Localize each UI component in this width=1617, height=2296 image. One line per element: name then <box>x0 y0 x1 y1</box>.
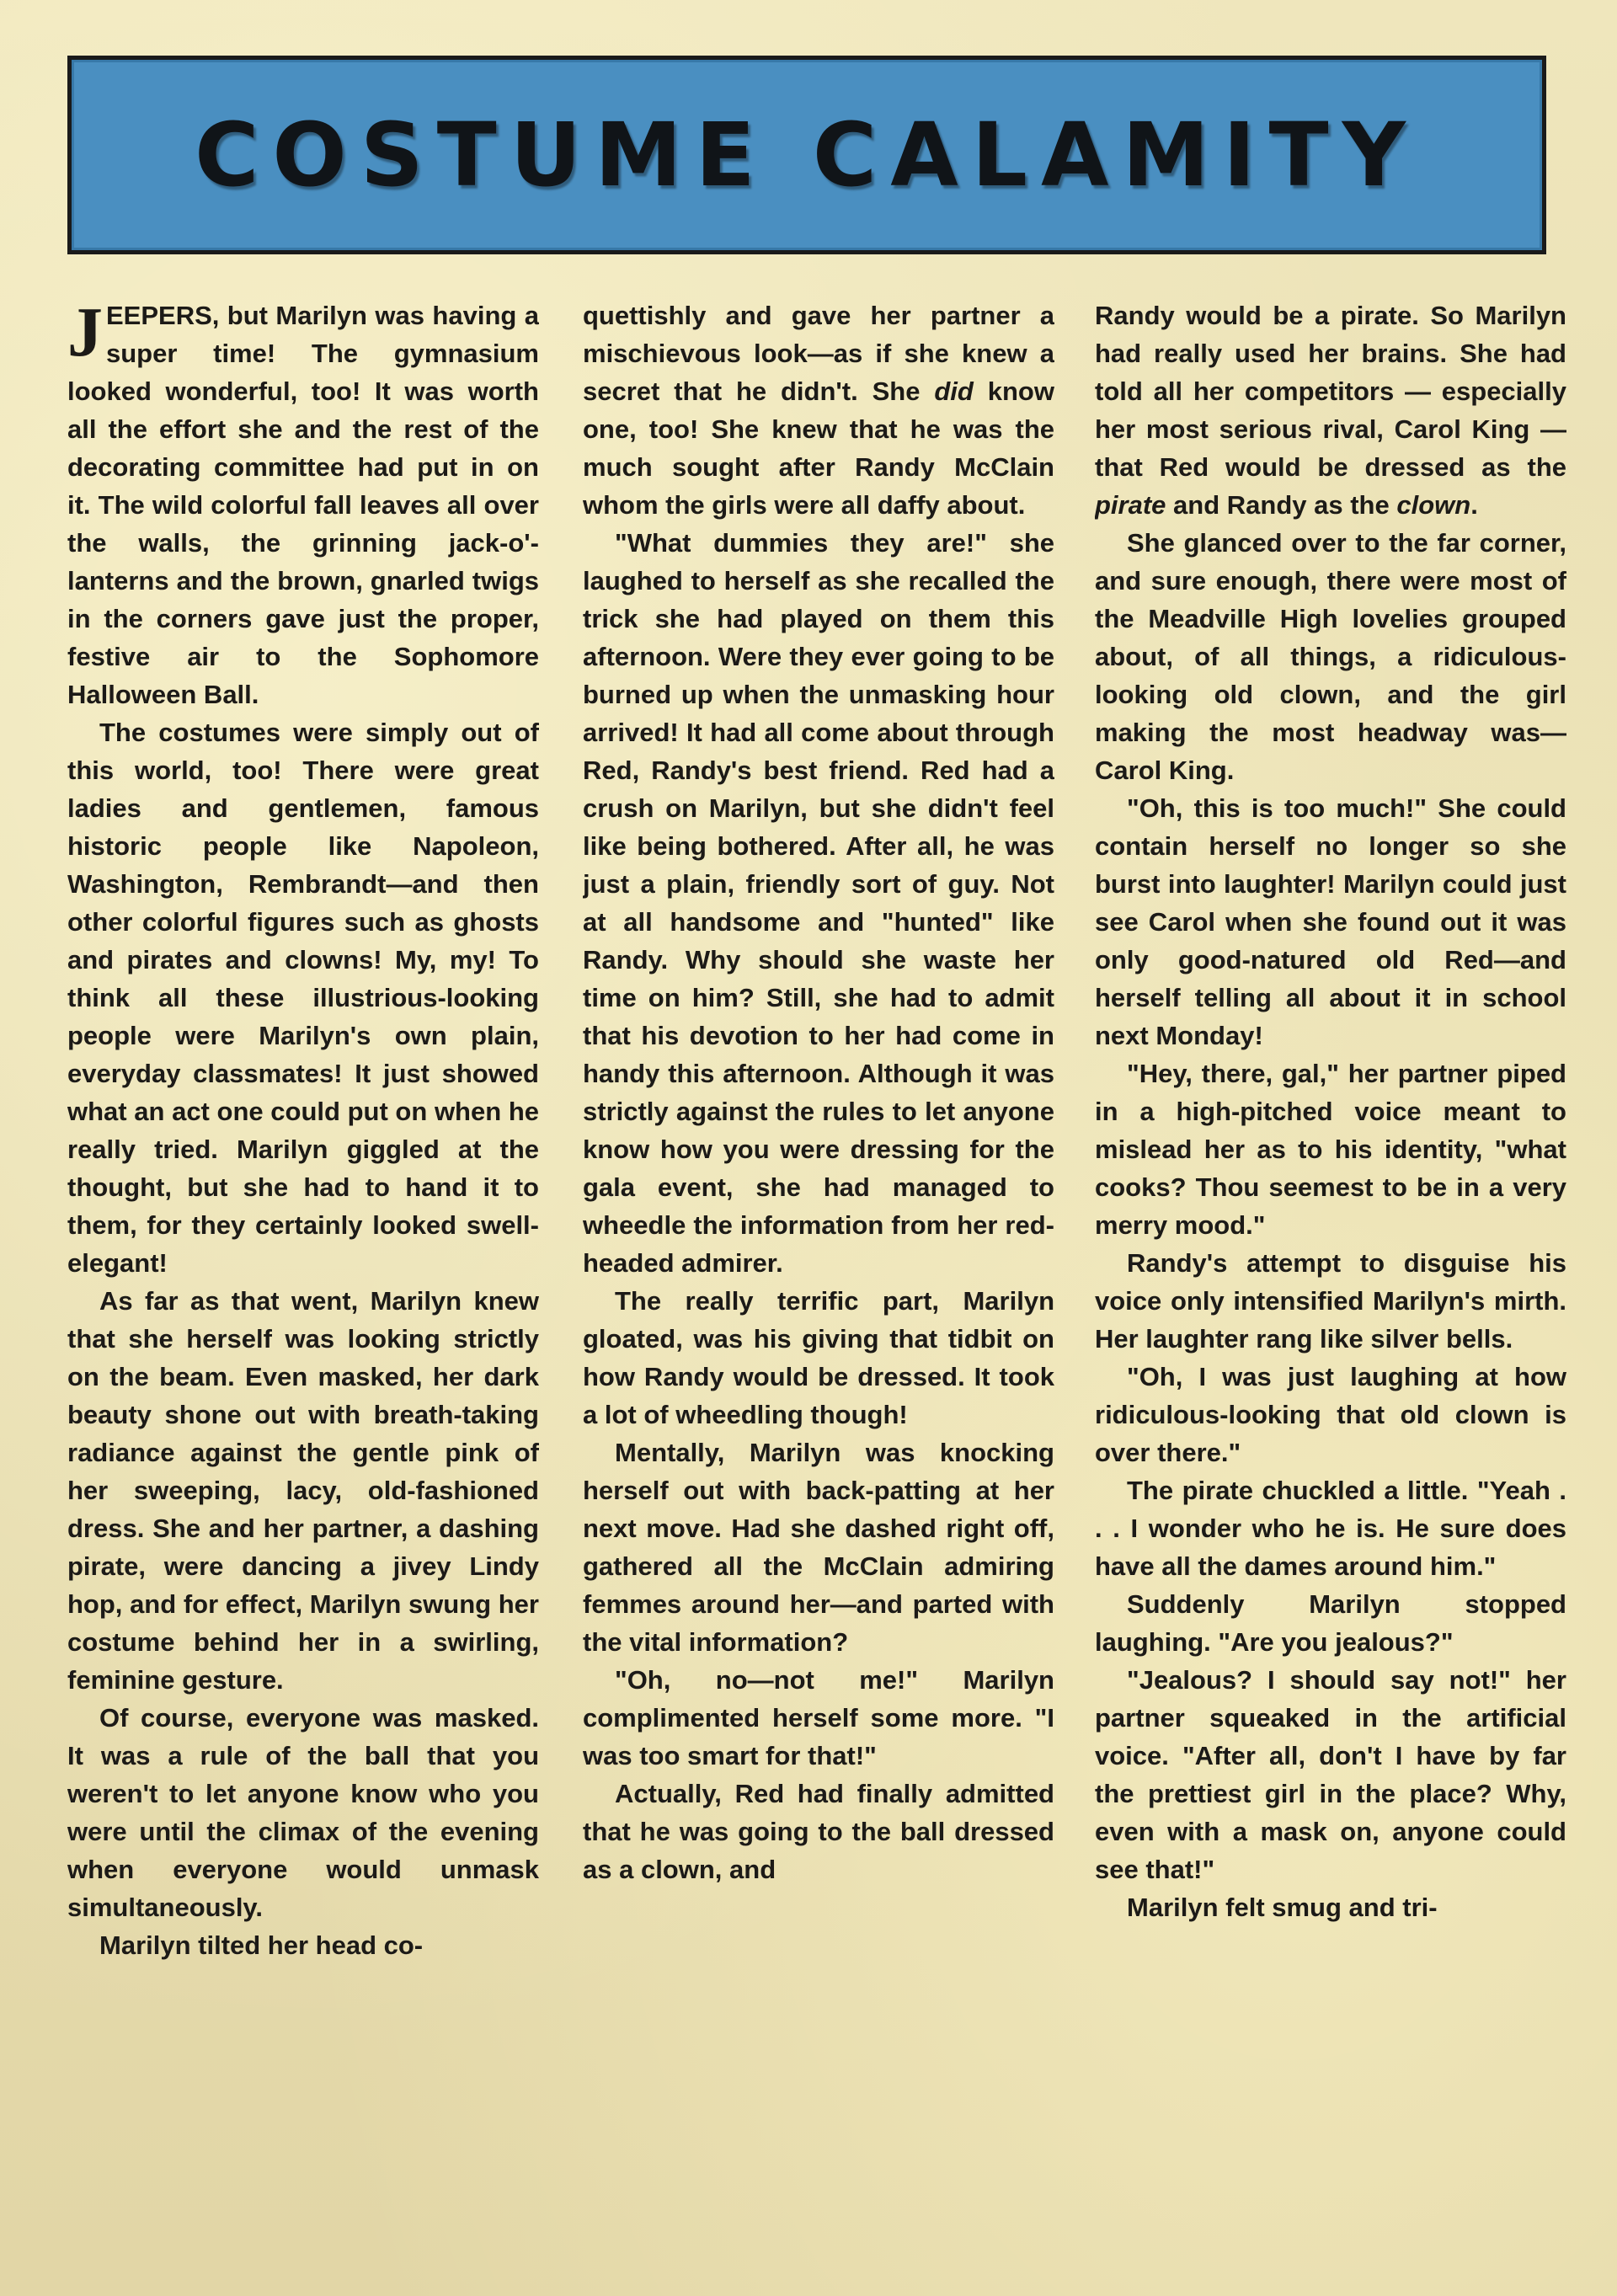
paragraph: Marilyn tilted her head co- <box>99 1930 424 1960</box>
paragraph: "Jealous? I should say not!" her partner squeaked in the artificial voice. "After all, don't I have by far the prettiest girl in the place? Why, even with a mask on, anyone could see that!" <box>1095 1665 1566 1884</box>
text-column-2 <box>583 296 1054 2267</box>
paragraph: "Hey, there, gal," her partner piped in a high-pitched voice meant to mislead her as to his identity, "what cooks? Thou seemest to be in a very merry mood." <box>1095 1059 1566 1240</box>
paragraph: Randy would be a pirate. So Marilyn had really used her brains. She had told all her competitors — especially her most serious rival, Carol King —that Red would be dressed as the pirate and Randy as the clown. <box>1095 301 1566 520</box>
paragraph: Of course, everyone was masked. It was a rule of the ball that you weren't to let anyone know who you were until the climax of the evening when everyone would unmask simultaneously. <box>67 1703 539 1922</box>
paragraph: Suddenly Marilyn stopped laughing. "Are you jealous?" <box>1095 1589 1566 1657</box>
paragraph: quettishly and gave her partner a mischievous look—as if she knew a secret that he didn't. She did know one, too! She knew that he was the much sought after Randy McClain whom the girls were all daffy about. <box>583 301 1054 520</box>
paragraph: Actually, Red had finally admitted that he was going to the ball dressed as a clown, and <box>583 1779 1054 1884</box>
story-title: COSTUME CALAMITY <box>195 104 1419 206</box>
paragraph: "What dummies they are!" she laughed to herself as she recalled the trick she had played on them this afternoon. Were they ever going to be burned up when the unmasking hour arrived! It had all come about through Red, Randy's best friend. Red had a crush on Marilyn, but she didn't feel like being bothered. After all, he was just a plain, friendly sort of guy. Not at all handsome and "hunted" like Randy. Why should she waste her time on him? Still, she had to admit that his devotion to her had come in handy this afternoon. Although it was strictly against the rules to let anyone know how you were dressing for the gala event, she had managed to wheedle the information from her red-headed admirer. <box>583 528 1054 1278</box>
paragraph: The really terrific part, Marilyn gloated, was his giving that tidbit on how Randy would be dressed. It took a lot of wheedling though! <box>583 1286 1054 1429</box>
story-columns <box>0 296 1617 2267</box>
text-column-1 <box>67 296 539 2267</box>
paragraph: "Oh, I was just laughing at how ridiculous-looking that old clown is over there." <box>1095 1362 1566 1467</box>
emphasis: clown <box>1396 490 1471 520</box>
paragraph: Randy's attempt to disguise his voice only intensified Marilyn's mirth. Her laughter rang like silver bells. <box>1095 1248 1566 1354</box>
drop-cap: J <box>67 296 103 371</box>
title-banner <box>67 56 1546 254</box>
emphasis: pirate <box>1095 490 1166 520</box>
paragraph: As far as that went, Marilyn knew that she herself was looking strictly on the beam. Even masked, her dark beauty shone out with breath-taking radiance against the gentle pink of her sweeping, lacy, old-fashioned dress. She and her partner, a dashing pirate, were dancing a jivey Lindy hop, and for effect, Marilyn swung her costume behind her in a swirling, feminine gesture. <box>67 1286 539 1695</box>
paragraph: Mentally, Marilyn was knocking herself out with back-patting at her next move. Had she dashed right off, gathered all the McClain admiring femmes around her—and parted with the vital information? <box>583 1438 1054 1657</box>
paragraph: She glanced over to the far corner, and sure enough, there were most of the Meadville High lovelies grouped about, of all things, a ridiculous-looking old clown, and the girl making the most headway was—Carol King. <box>1095 528 1566 785</box>
paragraph: The pirate chuckled a little. "Yeah . . . I wonder who he is. He sure does have all the dames around him." <box>1095 1476 1566 1581</box>
paragraph: "Oh, no—not me!" Marilyn complimented herself some more. "I was too smart for that!" <box>583 1665 1054 1770</box>
paragraph: JEEPERS, but Marilyn was having a super time! The gymnasium looked wonderful, too! It was worth all the effort she and the rest of the decorating committee had put in on it. The wild colorful fall leaves all over the walls, the grinning jack-o'-lanterns and the brown, gnarled twigs in the corners gave just the proper, festive air to the Sophomore Halloween Ball. <box>67 296 539 709</box>
emphasis: did <box>934 376 974 406</box>
paragraph: Marilyn felt smug and tri- <box>1127 1893 1438 1922</box>
text-column-3 <box>1095 296 1566 2267</box>
paragraph: "Oh, this is too much!" She could contain herself no longer so she burst into laughter! Marilyn could just see Carol when she found out it was only good-natured old Red—and herself telling all about it in school next Monday! <box>1095 793 1566 1050</box>
paragraph: The costumes were simply out of this world, too! There were great ladies and gentlemen, famous historic people like Napoleon, Washington, Rembrandt—and then other colorful figures such as ghosts and pirates and clowns! My, my! To think all these illustrious-looking people were Marilyn's own plain, everyday classmates! It just showed what an act one could put on when he really tried. Marilyn giggled at the thought, but she had to hand it to them, for they certainly looked swell-elegant! <box>67 718 539 1278</box>
